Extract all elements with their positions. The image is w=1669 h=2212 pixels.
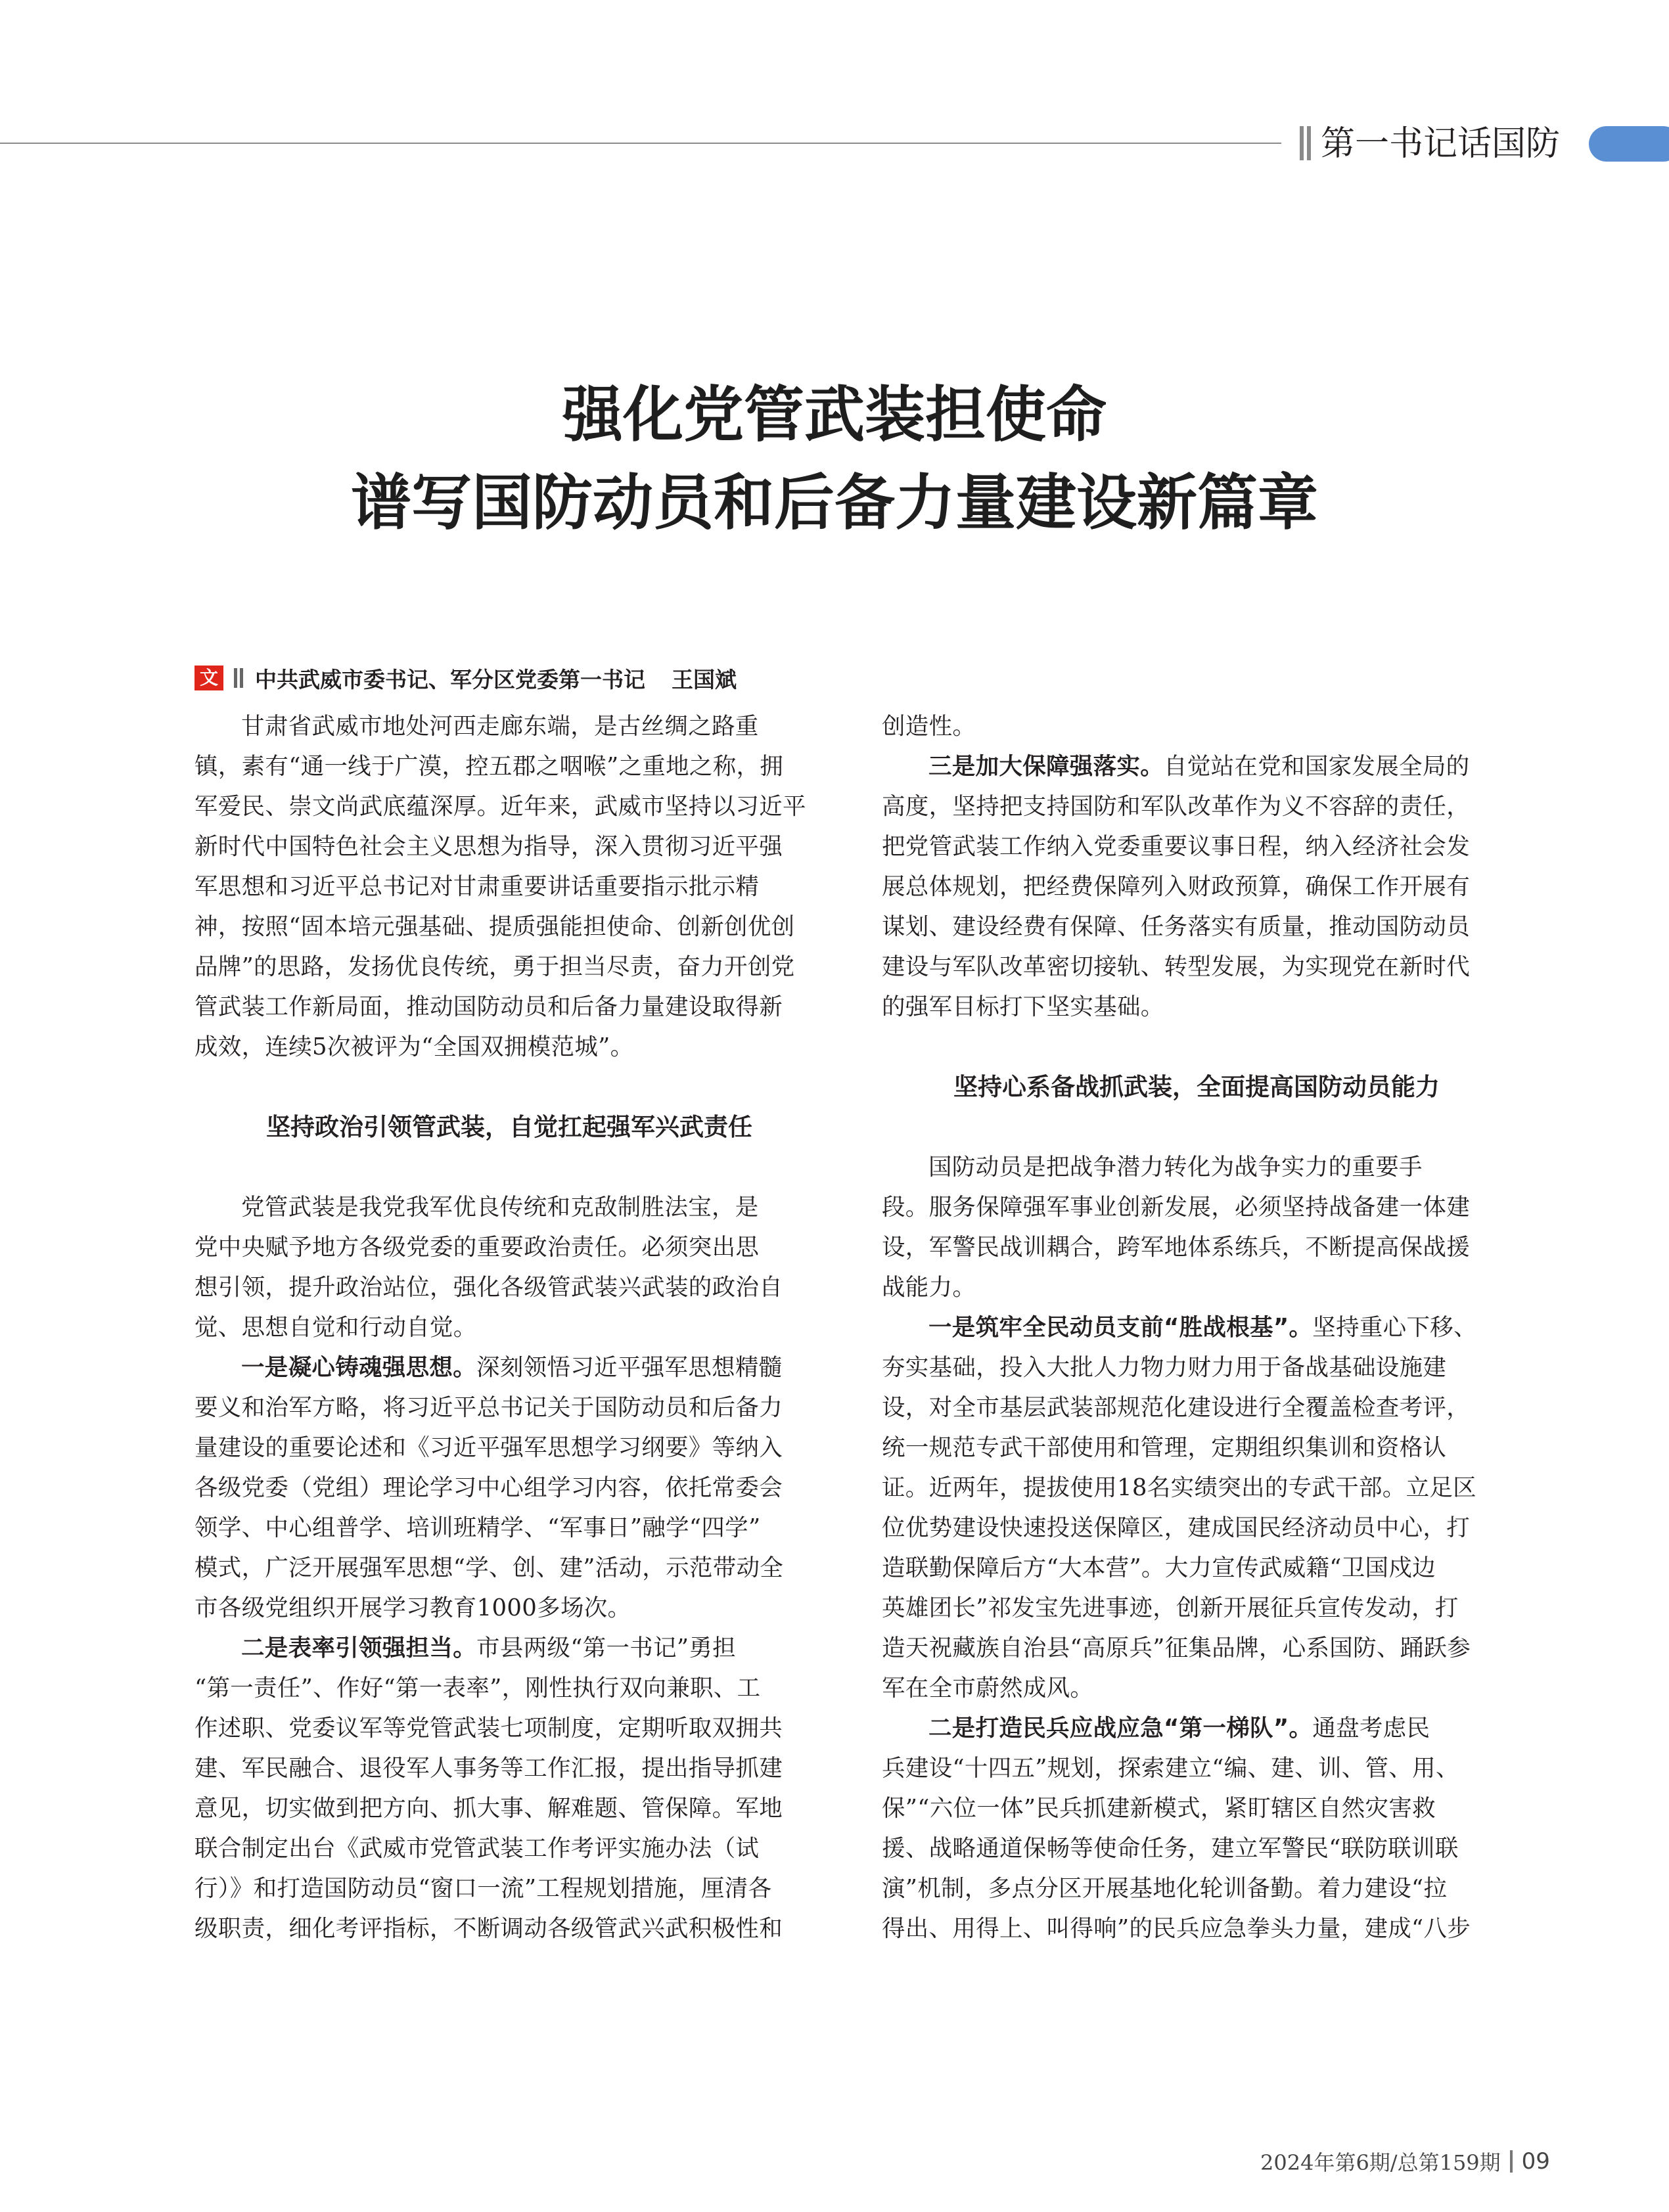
header-rule — [0, 143, 1281, 144]
text-line: 神，按照“固本培元强基础、提质强能担使命、创新创优创 — [194, 913, 795, 940]
left-column — [194, 706, 824, 1949]
text-line: 镇，素有“通一线于广漠，控五郡之咽喉”之重地之称，拥 — [194, 753, 784, 780]
text-line: 级职责，细化考评指标，不断调动各级管武兴武积极性和 — [194, 1915, 783, 1942]
text-line: 造天祝藏族自治县“高原兵”征集品牌，心系国防、踊跃参 — [882, 1635, 1471, 1661]
text-line: 创造性。 — [882, 713, 976, 740]
paragraph-lead: 二是表率引领强担当。 — [241, 1635, 477, 1661]
text-line: 联合制定出台《武威市党管武装工作考评实施办法（试 — [194, 1835, 760, 1862]
text-line: 军思想和习近平总书记对甘肃重要讲话重要指示批示精 — [194, 873, 760, 900]
text-line: 设，军警民战训耦合，跨军地体系练兵，不断提高保战援 — [882, 1234, 1471, 1261]
text-line: 造联勤保障后方“大本营”。大力宣传武威籍“卫国戍边 — [882, 1554, 1436, 1581]
text-line: 模式，广泛开展强军思想“学、创、建”活动，示范带动全 — [194, 1554, 784, 1581]
text-line: 位优势建设快速投送保障区，建成国民经济动员中心，打 — [882, 1514, 1471, 1541]
text-line: 领学、中心组普学、培训班精学、“军事日”融学“四学” — [194, 1514, 761, 1541]
text-line: 军爱民、崇文尚武底蕴深厚。近年来，武威市坚持以习近平 — [194, 793, 806, 820]
text-line: 各级党委（党组）理论学习中心组学习内容，依托常委会 — [194, 1474, 783, 1501]
page-number: 09 — [1521, 2148, 1550, 2175]
author-badge: 文 — [194, 666, 223, 690]
section-heading: 坚持心系备战抓武装，全面提高国防动员能力 — [953, 1073, 1440, 1101]
article-title-line-2: 谱写国防动员和后备力量建设新篇章 — [350, 468, 1318, 538]
text-line: 一是凝心铸魂强思想。深刻领悟习近平强军思想精髓 — [241, 1354, 783, 1381]
page-footer — [1260, 2145, 1550, 2178]
issue-info: 2024年第6期/总第159期 — [1260, 2150, 1501, 2175]
text-line: 军在全市蔚然成风。 — [882, 1675, 1094, 1702]
text-line: 建设与军队改革密切接轨、转型发展，为实现党在新时代 — [882, 953, 1471, 980]
text-line: 国防动员是把战争潜力转化为战争实力的重要手 — [928, 1154, 1423, 1181]
section-title: 第一书记话国防 — [1321, 124, 1561, 164]
text-line: 要义和治军方略，将习近平总书记关于国防动员和后备力 — [194, 1394, 783, 1421]
text-line: 战能力。 — [882, 1274, 976, 1301]
text-line: 新时代中国特色社会主义思想为指导，深入贯彻习近平强 — [194, 833, 783, 860]
text-line: 成效，连续5次被评为“全国双拥模范城”。 — [194, 1033, 634, 1060]
right-column — [882, 706, 1511, 1949]
text-line: 保”“六位一体”民兵抓建新模式，紧盯辖区自然灾害救 — [882, 1795, 1436, 1822]
paragraph-lead: 一是筑牢全民动员支前“胜战根基”。 — [928, 1314, 1313, 1341]
text-line: 意见，切实做到把方向、抓大事、解难题、管保障。军地 — [194, 1795, 783, 1822]
text-line: 建、军民融合、退役军人事务等工作汇报，提出指导抓建 — [194, 1755, 783, 1782]
text-line: 的强军目标打下坚实基础。 — [882, 993, 1164, 1020]
text-line: 行）》和打造国防动员“窗口一流”工程规划措施，厘清各 — [194, 1875, 772, 1902]
article-title-line-1: 强化党管武装担使命 — [562, 380, 1107, 450]
text-line: 兵建设“十四五”规划，探索建立“编、建、训、管、用、 — [882, 1755, 1459, 1782]
section-tab-decoration — [1589, 126, 1669, 162]
text-line: 想引领，提升政治站位，强化各级管武装兴武装的政治自 — [194, 1274, 783, 1301]
text-line: 演”机制，多点分区开展基地化轮训备勤。着力建设“拉 — [882, 1875, 1448, 1902]
text-line: 党管武装是我党我军优良传统和克敌制胜法宝，是 — [241, 1194, 759, 1221]
text-line: 援、战略通道保畅等使命任务，建立军警民“联防联训联 — [882, 1835, 1459, 1862]
text-line: 二是表率引领强担当。市县两级“第一书记”勇担 — [241, 1635, 736, 1661]
footer-divider — [1510, 2150, 1513, 2173]
text-line: 证。近两年，提拔使用18名实绩突出的专武干部。立足区 — [882, 1474, 1476, 1501]
text-line: 段。服务保障强军事业创新发展，必须坚持战备建一体建 — [882, 1194, 1471, 1221]
byline-divider — [234, 668, 237, 688]
author-position: 中共武威市委书记、军分区党委第一书记 — [255, 666, 645, 692]
text-line: 品牌”的思路，发扬优良传统，勇于担当尽责，奋力开创党 — [194, 953, 795, 980]
text-line: 得出、用得上、叫得响”的民兵应急拳头力量，建成“八步 — [882, 1915, 1471, 1942]
paragraph-lead: 二是打造民兵应战应急“第一梯队”。 — [928, 1715, 1313, 1742]
text-line: 夯实基础，投入大批人力物力财力用于备战基础设施建 — [882, 1354, 1447, 1381]
text-line: 作述职、党委议军等党管武装七项制度，定期听取双拥共 — [194, 1715, 783, 1742]
text-line: 二是打造民兵应战应急“第一梯队”。通盘考虑民 — [928, 1715, 1430, 1742]
text-line: 量建设的重要论述和《习近平强军思想学习纲要》等纳入 — [194, 1434, 783, 1461]
paragraph-lead: 一是凝心铸魂强思想。 — [241, 1354, 477, 1381]
text-line: 觉、思想自觉和行动自觉。 — [194, 1314, 477, 1341]
text-line: 市各级党组织开展学习教育1000多场次。 — [194, 1594, 631, 1621]
text-line: 英雄团长”祁发宝先进事迹，创新开展征兵宣传发动，打 — [882, 1594, 1459, 1621]
text-line: 展总体规划，把经费保障列入财政预算，确保工作开展有 — [882, 873, 1471, 900]
text-line: 统一规范专武干部使用和管理，定期组织集训和资格认 — [882, 1434, 1447, 1461]
paragraph-lead: 三是加大保障强落实。 — [928, 753, 1164, 780]
byline — [194, 662, 737, 694]
text-line: 党中央赋予地方各级党委的重要政治责任。必须突出思 — [194, 1234, 760, 1261]
section-heading: 坚持政治引领管武装，自觉扛起强军兴武责任 — [266, 1113, 752, 1141]
author-name: 王国斌 — [672, 666, 737, 692]
text-line: 高度，坚持把支持国防和军队改革作为义不容辞的责任， — [882, 793, 1471, 820]
text-line: 谋划、建设经费有保障、任务落实有质量，推动国防动员 — [882, 913, 1471, 940]
byline-divider — [240, 668, 243, 688]
text-line: 管武装工作新局面，推动国防动员和后备力量建设取得新 — [194, 993, 783, 1020]
text-line: 一是筑牢全民动员支前“胜战根基”。坚持重心下移、 — [928, 1314, 1477, 1341]
text-line: 把党管武装工作纳入党委重要议事日程，纳入经济社会发 — [882, 833, 1471, 860]
text-line: 三是加大保障强落实。自觉站在党和国家发展全局的 — [928, 753, 1470, 780]
text-line: 甘肃省武威市地处河西走廊东端，是古丝绸之路重 — [241, 713, 759, 740]
text-line: “第一责任”、作好“第一表率”，刚性执行双向兼职、工 — [194, 1675, 761, 1702]
text-line: 设，对全市基层武装部规范化建设进行全覆盖检查考评， — [882, 1394, 1471, 1421]
